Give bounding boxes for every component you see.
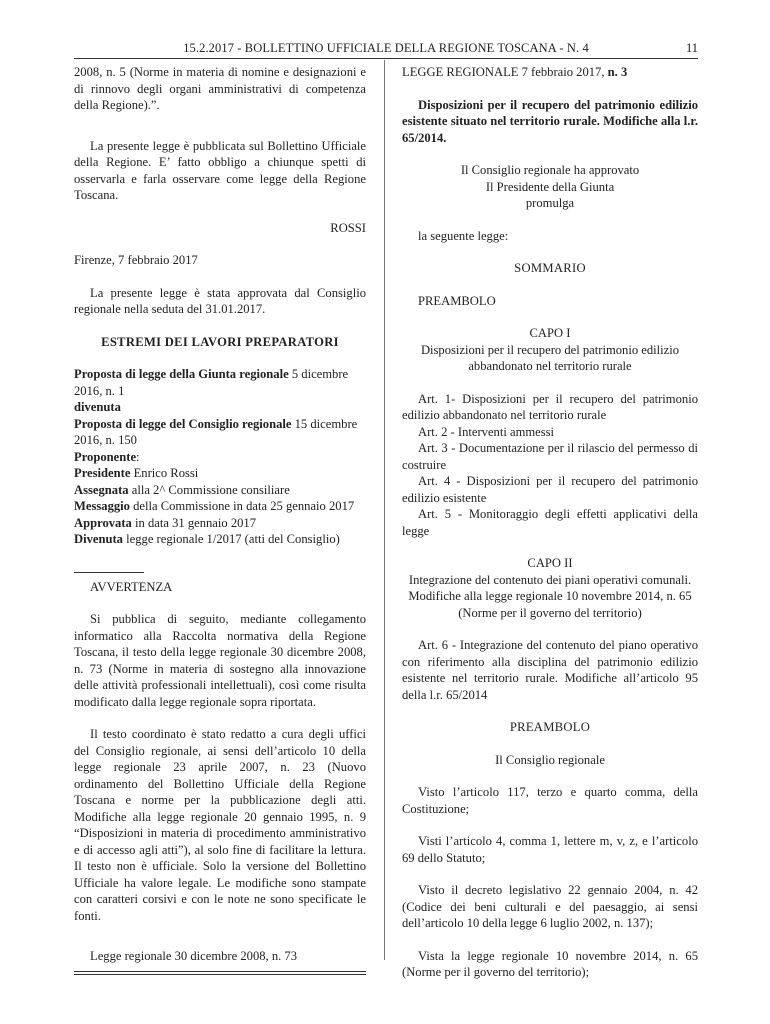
works-label: Assegnata	[74, 482, 129, 497]
works-label: Presidente	[74, 466, 131, 480]
page-number: 11	[685, 41, 698, 55]
right-column	[402, 64, 698, 981]
warning-paragraph: Si pubblica di seguito, mediante collegamento informatico alla Raccolta normativa della Regione Toscana, il testo della legge regionale 30 dicembre 2008, n. 73 (Norme in materia di sostegno alla innovazione delle attività professionali intellettuali), così come risulta modificato dalla legge regionale sopra riportata.	[74, 612, 366, 709]
works-text: :	[136, 449, 140, 464]
recital: Vista la legge regionale 10 novembre 2014, n. 65 (Norme per il governo del territorio);	[402, 948, 698, 979]
works-label: Messaggio	[74, 499, 130, 513]
approval-line: promulga	[525, 196, 575, 210]
works-text: alla 2^ Commissione consiliare	[128, 482, 290, 497]
summary-article: Art. 2 - Interventi ammessi	[418, 424, 555, 439]
header-title: 15.2.2017 - BOLLETTINO UFFICIALE DELLA REGIONE TOSCANA - N. 4	[183, 41, 589, 55]
preparatory-works-heading: ESTREMI DEI LAVORI PREPARATORI	[101, 334, 339, 349]
works-label: Proposta di legge della Giunta regionale	[74, 367, 289, 381]
coordinated-text-paragraph: Il testo coordinato è stato redatto a cura degli uffici del Consiglio regionale, ai sensi dell’articolo 10 della legge regionale 23 aprile 2007, n. 23 (Nuovo ordinamento del Bollettino Ufficiale della Regione Toscana e norme per la pubblicazione degli atti. Modifiche alla legge regionale 20 gennaio 1995, n. 9 “Disposizioni in materia di procedimento amministrativo e di accesso agli atti”), al solo fine di facilitare la lettura. Il testo non è ufficiale. Solo la versione del Bollettino Ufficiale ha valore legale. Le modifiche sono stampate con caratteri corsivi e con le note ne sono specificate le fonti.	[74, 727, 366, 923]
summary-article: Art. 4 - Disposizioni per il recupero del patrimonio edilizio esistente	[402, 474, 698, 505]
recital: Visti l’articolo 4, comma 1, lettere m, v, z, e l’articolo 69 dello Statuto;	[402, 834, 698, 865]
capo-1-title: Disposizioni per il recupero del patrimonio edilizio abbandonato nel territorio rurale	[420, 342, 680, 373]
summary-article: Art. 3 - Documentazione per il rilascio del permesso di costruire	[402, 441, 698, 472]
works-text: della Commissione in data 25 gennaio 2017	[129, 499, 355, 513]
works-label: Proposta di legge del Consiglio regionale	[74, 416, 292, 431]
double-rule	[74, 971, 366, 975]
works-text: legge regionale 1/2017 (atti del Consiglio)	[122, 532, 340, 546]
separator-rule	[74, 572, 144, 573]
works-text: Enrico Rossi	[130, 466, 199, 480]
approval-line: Il Presidente della Giunta	[485, 179, 615, 194]
warning-heading: AVVERTENZA	[90, 579, 173, 594]
council-line: Il Consiglio regionale	[495, 752, 605, 767]
capo-2-heading: CAPO II	[527, 556, 573, 570]
preamble-heading: PREAMBOLO	[509, 720, 591, 734]
publication-paragraph: La presente legge è pubblicata sul Bollettino Ufficiale della Regione. E’ fatto obbligo a chiunque spetti di osservarla e farla osservare come legge della Regione Toscana.	[74, 138, 366, 202]
continued-paragraph: 2008, n. 5 (Norme in materia di nomine e designazioni e di rinnovo degli organi amministrativi di competenza della Regione).”.	[74, 65, 366, 112]
works-label: Approvata	[74, 515, 132, 530]
works-text: 15 dicembre 2016, n. 150	[74, 416, 358, 447]
law-title-prefix: LEGGE REGIONALE 7 febbraio 2017,	[402, 65, 608, 79]
column-divider	[384, 60, 385, 960]
recital: Visto l’articolo 117, terzo e quarto comma, della Costituzione;	[402, 785, 698, 816]
law-subject: Disposizioni per il recupero del patrimonio edilizio esistente situato nel territorio rurale. Modifiche alla l.r. 65/2014.	[402, 97, 698, 145]
approval-note: La presente legge è stata approvata dal Consiglio regionale nella seduta del 31.01.2017.	[74, 285, 366, 316]
summary-article: Art. 1- Disposizioni per il recupero del patrimonio edilizio abbandonato nel territorio rurale	[402, 391, 698, 422]
summary-article: Art. 6 - Integrazione del contenuto del piano operativo con riferimento alla disciplina del patrimonio edilizio esistente nel territorio rurale. Modifiche all’articolo 95 della l.r. 65/2014	[402, 638, 698, 702]
summary-heading: SOMMARIO	[514, 261, 586, 275]
works-text: 5 dicembre 2016, n. 1	[74, 367, 349, 398]
capo-2-title: Integrazione del contenuto dei piani operativi comunali. Modifiche alla legge regionale 10 novembre 2014, n. 65 (Norme per il governo del territorio)	[408, 572, 692, 620]
works-label: divenuta	[74, 400, 121, 414]
works-label: Proponente	[74, 449, 137, 464]
law-number: n. 3	[607, 65, 628, 79]
approval-line: Il Consiglio regionale ha approvato	[460, 163, 640, 177]
signature: ROSSI	[330, 220, 366, 235]
header-rule	[74, 58, 698, 59]
summary-preamble: PREAMBOLO	[418, 293, 496, 308]
works-label: Divenuta	[74, 532, 123, 546]
following-law: la seguente legge:	[418, 228, 509, 243]
works-text: in data 31 gennaio 2017	[131, 515, 257, 530]
capo-1-heading: CAPO I	[529, 326, 571, 340]
law-title	[402, 64, 698, 81]
preparatory-works-list	[74, 366, 366, 548]
left-column	[74, 64, 366, 975]
summary-article: Art. 5 - Monitoraggio degli effetti applicativi della legge	[402, 507, 698, 538]
recital: Visto il decreto legislativo 22 gennaio 2004, n. 42 (Codice dei beni culturali e del paesaggio, ai sensi dell’articolo 10 della legge 6 luglio 2002, n. 137);	[402, 883, 698, 930]
footer-law-reference: Legge regionale 30 dicembre 2008, n. 73	[90, 949, 298, 963]
place-date: Firenze, 7 febbraio 2017	[74, 253, 198, 267]
